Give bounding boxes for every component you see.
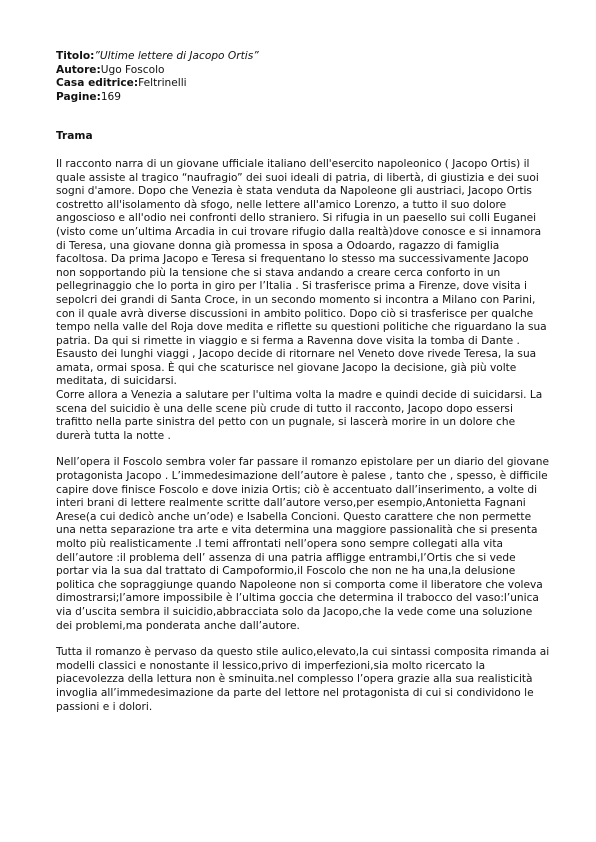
analysis-paragraph bbox=[56, 456, 550, 633]
plot-paragraph bbox=[56, 158, 550, 443]
title-label: Titolo: bbox=[56, 50, 95, 62]
page-count: 169 bbox=[100, 90, 122, 103]
style-text: Tutta il romanzo è pervaso da questo stile aulico,elevato,la cui sintassi composita rimanda ai modelli classici e nonostante il lessico,privo di imperfezioni,sia molto ricercato la piacevolezza della lettura non è sminuita.nel complesso l’opera grazie alla sua realisticità invoglia all’immedesimazione da parte del lettore nel protagonista di cui si condividono le passioni e i dolori. bbox=[56, 646, 550, 713]
publisher-name: Feltrinelli bbox=[138, 77, 187, 90]
publisher-line bbox=[56, 77, 550, 91]
style-paragraph bbox=[56, 646, 550, 714]
document-page bbox=[56, 50, 550, 714]
pages-line bbox=[56, 91, 550, 105]
section-heading: Trama bbox=[56, 130, 93, 143]
analysis-text: Nell’opera il Foscolo sembra voler far passare il romanzo epistolare per un diario del giovane protagonista Jacopo . L’immedesimazione dell’autore è palese , tanto che , spesso, è difficile capire dove finisce Foscolo e dove inizia Ortis; ciò è accentuato dall’inserimento, a volte di interi brani di lettere realmente scritte dall’autore verso,per esempio,Antonietta Fagnani Arese(a cui dedicò anche un’ode) e Isabella Concioni. Questo carattere che non permette una netta separazione tra arte e vita determina una maggiore passionalità che si presenta molto più realisticamente .I temi affrontati nell’opera sono sempre collegati alla vita dell’autore :il problema dell’ assenza di una patria affligge entrambi,l’Ortis che si vede portar via la sua dal trattato di Campoformio,il Foscolo che non ne ha una,la delusione politica che sopraggiunge quando Napoleone non si comporta come il liberatore che voleva dimostrarsi;l’amore impossibile è l’ultima goccia che determina il trabocco del vaso:l’unica via d’uscita sembra il suicidio,abbracciata solo da Jacopo,che la vede come una soluzione dei problemi,ma ponderata anche dall’autore. bbox=[56, 456, 549, 632]
author-name: Ugo Foscolo bbox=[100, 63, 165, 76]
title-line bbox=[56, 50, 550, 64]
book-title: ”Ultime lettere di Jacopo Ortis” bbox=[94, 50, 259, 62]
author-line bbox=[56, 64, 550, 78]
plot-text: Il racconto narra di un giovane ufficiale italiano dell'esercito napoleonico ( Jacopo Ortis) il quale assiste al tragico “naufragio” dei suoi ideali di patria, di libertà, di giustizia e dei suoi sogni d'amore. Dopo che Venezia è stata venduta da Napoleone gli austriaci, Jacopo Ortis costretto all'isolamento dà sfogo, nelle lettere all'amico Lorenzo, a tutto il suo dolore angoscioso e all'odio nei confronti dello straniero. Si rifugia in un paesello sui colli Euganei (visto come un’ultima Arcadia in cui trovare rifugio dalla realtà)dove conosce e si innamora di Teresa, una giovane donna già promessa in sposa a Odoardo, ragazzo di famiglia facoltosa. Da prima Jacopo e Teresa si frequentano lo stesso ma successivamente Jacopo non sopportando più la tensione che si stava andando a creare cerca conforto in un pellegrinaggio che lo porta in giro per l’Italia . Si trasferisce prima a Firenze, dove visita i sepolcri dei grandi di Santa Croce, in un secondo momento si incontra a Milano con Parini, con il quale avrà diverse discussioni in ambito politico. Dopo ciò si trasferisce per qualche tempo nella valle del Roja dove medita e riflette su questioni politiche che riguardano la sua patria. Da qui si rimette in viaggio e si ferma a Ravenna dove visita la tomba di Dante . Esausto dei lunghi viaggi , Jacopo decide di ritornare nel Veneto dove rivede Teresa, la sua amata, ormai sposa. È qui che scaturisce nel giovane Jacopo la decisione, già più volte meditata, di suicidarsi. bbox=[56, 157, 547, 388]
author-label: Autore: bbox=[56, 63, 101, 76]
pages-label: Pagine: bbox=[56, 90, 101, 103]
publisher-label: Casa editrice: bbox=[56, 77, 139, 90]
plot-ending-text: Corre allora a Venezia a salutare per l'ultima volta la madre e quindi decide di suicidarsi. La scena del suicidio è una delle scene più crude di tutto il racconto, Jacopo dopo essersi trafitto nella parte sinistra del petto con un pugnale, si lascerà morire in un dolore che durerà tutta la notte . bbox=[56, 389, 543, 442]
